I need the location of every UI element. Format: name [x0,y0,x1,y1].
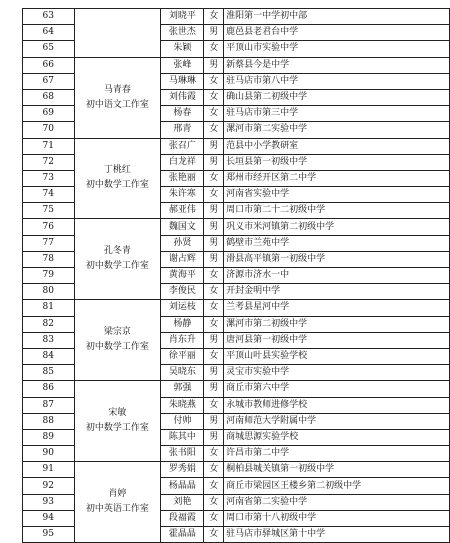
table-row [23,9,450,25]
table-row [23,381,450,397]
row-number: 81 [23,300,75,316]
member-sex: 男 [204,219,224,235]
row-number: 94 [23,510,75,526]
member-unit: 新蔡县今是中学 [224,57,450,73]
member-sex: 男 [204,138,224,154]
row-number: 72 [23,154,75,170]
member-sex: 女 [204,494,224,510]
member-sex: 男 [204,381,224,397]
member-name: 郭强 [161,381,204,397]
member-name: 肖东升 [161,332,204,348]
member-name: 马琳琳 [161,73,204,89]
member-name: 朱颖 [161,41,204,57]
member-sex: 女 [204,284,224,300]
member-name: 孙贤 [161,235,204,251]
row-number: 79 [23,268,75,284]
row-number: 76 [23,219,75,235]
member-name: 霍晶晶 [161,527,204,543]
row-number: 86 [23,381,75,397]
member-unit: 郑州市经开区第二中学 [224,170,450,186]
member-unit: 河南省实验中学 [224,187,450,203]
member-name: 邢青 [161,122,204,138]
member-sex: 男 [204,365,224,381]
member-sex: 女 [204,9,224,25]
member-name: 黄海平 [161,268,204,284]
table-row [23,300,450,316]
member-unit: 河南师范大学附属中学 [224,413,450,429]
member-unit: 周口市第十八初级中学 [224,510,450,526]
member-sex: 男 [204,25,224,41]
row-number: 90 [23,446,75,462]
member-unit: 驻马店市驿城区第十中学 [224,527,450,543]
member-sex: 女 [204,300,224,316]
member-unit: 平顶山叶县实验学校 [224,348,450,364]
table-row [23,57,450,73]
member-name: 刘运枝 [161,300,204,316]
member-name: 杨晶晶 [161,478,204,494]
row-number: 69 [23,106,75,122]
member-unit: 永城市教师进修学校 [224,397,450,413]
member-name: 付帅 [161,413,204,429]
member-sex: 女 [204,89,224,105]
member-sex: 男 [204,57,224,73]
member-sex: 男 [204,203,224,219]
member-unit: 滑县高平镇第一初级中学 [224,251,450,267]
member-unit: 开封金明中学 [224,284,450,300]
member-sex: 女 [204,462,224,478]
row-number: 63 [23,9,75,25]
member-name: 朱晓燕 [161,397,204,413]
member-sex: 女 [204,510,224,526]
member-unit: 驻马店市第三中学 [224,106,450,122]
member-name: 杨静 [161,316,204,332]
studio-name [74,9,161,58]
member-sex: 女 [204,170,224,186]
row-number: 77 [23,235,75,251]
member-name: 白龙祥 [161,154,204,170]
member-name: 朱许寒 [161,187,204,203]
member-unit: 灵宝市实验中学 [224,365,450,381]
table-row [23,138,450,154]
row-number: 78 [23,251,75,267]
row-number: 85 [23,365,75,381]
row-number: 67 [23,73,75,89]
member-unit: 驻马店市第八中学 [224,73,450,89]
member-name: 谢占辉 [161,251,204,267]
member-sex: 男 [204,413,224,429]
member-name: 刘伟霞 [161,89,204,105]
member-unit: 桐柏县城关镇第一初级中学 [224,462,450,478]
member-name: 郝亚伟 [161,203,204,219]
row-number: 83 [23,332,75,348]
member-name: 张艳丽 [161,170,204,186]
member-unit: 范县中小学教研室 [224,138,450,154]
member-name: 张世杰 [161,25,204,41]
row-number: 88 [23,413,75,429]
studio-name: 宋敏 初中数学工作室 [74,381,161,462]
row-number: 74 [23,187,75,203]
member-name: 陈其中 [161,429,204,445]
table-row [23,462,450,478]
member-unit: 商丘市梁园区王楼乡第二初级中学 [224,478,450,494]
member-unit: 唐河县第一初级中学 [224,332,450,348]
row-number: 95 [23,527,75,543]
member-name: 刘晓平 [161,9,204,25]
member-sex: 女 [204,478,224,494]
row-number: 93 [23,494,75,510]
row-number: 65 [23,41,75,57]
member-unit: 兰考县星河中学 [224,300,450,316]
member-sex: 女 [204,41,224,57]
row-number: 87 [23,397,75,413]
row-number: 84 [23,348,75,364]
member-name: 段福霞 [161,510,204,526]
member-unit: 鹤壁市兰苑中学 [224,235,450,251]
row-number: 89 [23,429,75,445]
member-name: 张峰 [161,57,204,73]
member-sex: 男 [204,154,224,170]
member-sex: 男 [204,332,224,348]
row-number: 80 [23,284,75,300]
member-sex: 女 [204,446,224,462]
row-number: 73 [23,170,75,186]
studio-name: 梁宗京 初中数学工作室 [74,300,161,381]
roster-body [23,9,450,543]
member-name: 杨春 [161,106,204,122]
row-number: 68 [23,89,75,105]
member-sex: 女 [204,73,224,89]
row-number: 71 [23,138,75,154]
member-name: 张召广 [161,138,204,154]
row-number: 66 [23,57,75,73]
member-sex: 男 [204,251,224,267]
member-unit: 鹿邑县老君台中学 [224,25,450,41]
member-name: 吴晓东 [161,365,204,381]
member-unit: 济源市济水一中 [224,268,450,284]
member-name: 李俊民 [161,284,204,300]
member-unit: 巩义市米河镇第二初级中学 [224,219,450,235]
member-sex: 男 [204,235,224,251]
member-name: 罗秀娟 [161,462,204,478]
member-unit: 许昌市第二中学 [224,446,450,462]
member-unit: 长垣县第一初级中学 [224,154,450,170]
member-sex: 女 [204,122,224,138]
member-unit: 河南省第二实验中学 [224,494,450,510]
studio-name: 丁桃红 初中数学工作室 [74,138,161,219]
member-unit: 漯河市第二实验中学 [224,122,450,138]
member-sex: 女 [204,527,224,543]
member-unit: 淮阳第一中学初中部 [224,9,450,25]
member-sex: 女 [204,106,224,122]
member-name: 张书阳 [161,446,204,462]
row-number: 70 [23,122,75,138]
member-sex: 女 [204,268,224,284]
roster-table [22,8,450,543]
member-sex: 男 [204,429,224,445]
member-sex: 女 [204,187,224,203]
studio-name: 孔冬青 初中数学工作室 [74,219,161,300]
member-name: 徐平丽 [161,348,204,364]
row-number: 82 [23,316,75,332]
member-unit: 周口市第二十二初级中学 [224,203,450,219]
row-number: 92 [23,478,75,494]
member-unit: 商城思源实验学校 [224,429,450,445]
member-sex: 女 [204,397,224,413]
member-unit: 商丘市第六中学 [224,381,450,397]
member-name: 魏国文 [161,219,204,235]
studio-name: 马青春 初中语文工作室 [74,57,161,138]
member-unit: 确山县第二初级中学 [224,89,450,105]
member-sex: 女 [204,316,224,332]
row-number: 91 [23,462,75,478]
row-number: 75 [23,203,75,219]
table-row [23,219,450,235]
member-sex: 女 [204,348,224,364]
member-name: 刘艳 [161,494,204,510]
row-number: 64 [23,25,75,41]
member-unit: 漯河市第二初级中学 [224,316,450,332]
studio-name: 肖婷 初中英语工作室 [74,462,161,543]
member-unit: 平顶山市实验中学 [224,41,450,57]
